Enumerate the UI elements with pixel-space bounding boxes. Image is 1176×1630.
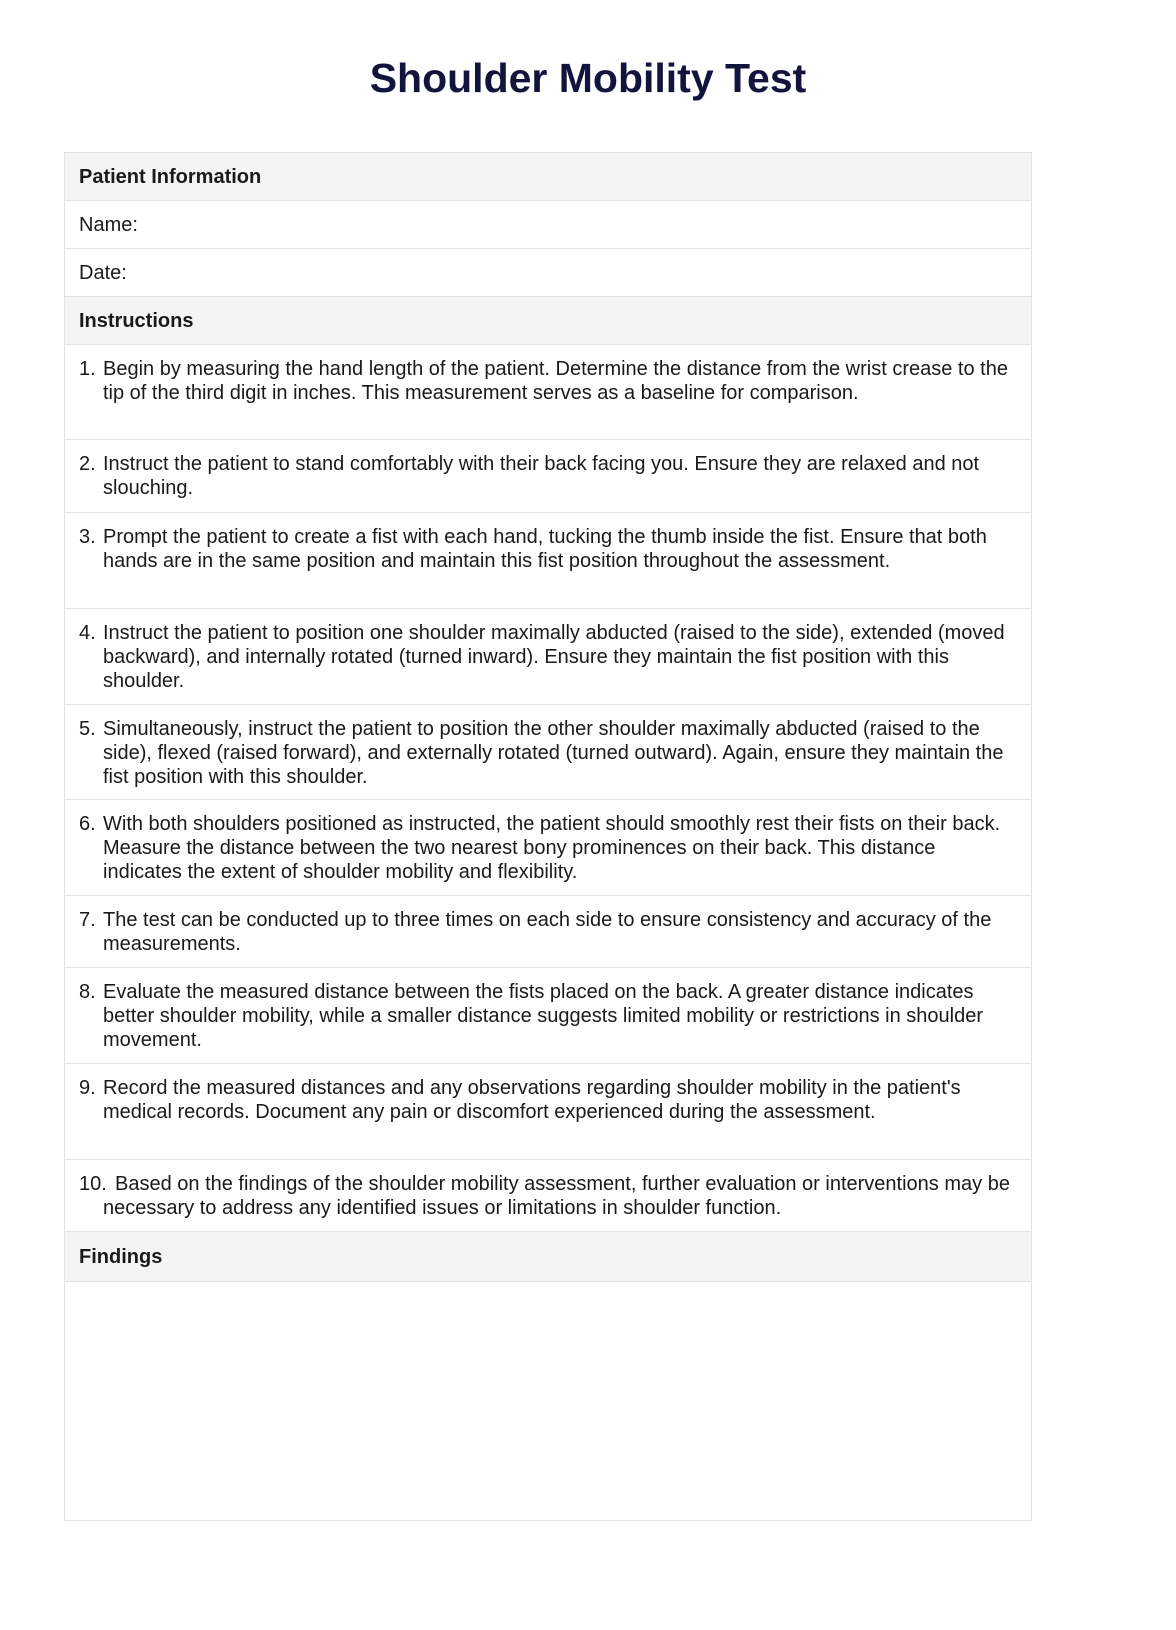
instruction-text: Based on the findings of the shoulder mobility assessment, further evaluation or interventions may be necessary to address any identified issues or limitations in shoulder function. (103, 1173, 1010, 1219)
instruction-item (65, 1064, 1031, 1160)
instruction-item (65, 896, 1031, 968)
instruction-item (65, 968, 1031, 1064)
instruction-item (65, 1160, 1031, 1232)
instruction-text: Instruct the patient to position one shoulder maximally abducted (raised to the side), extended (moved backward), and internally rotated (turned inward). Ensure they maintain the fist position with this shoulder. (103, 622, 1005, 692)
findings-heading: Findings (65, 1232, 1031, 1282)
instruction-number: 1. (79, 358, 102, 380)
instruction-item (65, 609, 1031, 705)
instruction-text: Begin by measuring the hand length of the patient. Determine the distance from the wrist crease to the tip of the third digit in inches. This measurement serves as a baseline for comparison. (103, 358, 1008, 404)
findings-input[interactable] (65, 1282, 1031, 1520)
instruction-number: 5. (79, 718, 102, 740)
instruction-item (65, 440, 1031, 513)
instruction-item (65, 800, 1031, 896)
instruction-text: Simultaneously, instruct the patient to position the other shoulder maximally abducted (raised to the side), flexed (raised forward), and externally rotated (turned outward). Again, ensure they maintain the fist position with this shoulder. (103, 718, 1004, 788)
instruction-text: Prompt the patient to create a fist with each hand, tucking the thumb inside the fist. Ensure that both hands are in the same position and maintain this fist position throughout the assessment. (103, 526, 987, 572)
instruction-text: Evaluate the measured distance between the fists placed on the back. A greater distance indicates better shoulder mobility, while a smaller distance suggests limited mobility or restrictions in shoulder movement. (103, 981, 983, 1051)
assessment-table (64, 152, 1032, 1521)
instruction-item (65, 705, 1031, 800)
instruction-text: Instruct the patient to stand comfortably with their back facing you. Ensure they are relaxed and not slouching. (103, 453, 980, 499)
instruction-number: 3. (79, 526, 102, 548)
instruction-item (65, 513, 1031, 609)
instruction-number: 8. (79, 981, 102, 1003)
instruction-number: 9. (79, 1077, 102, 1099)
instruction-text: With both shoulders positioned as instructed, the patient should smoothly rest their fists on their back. Measure the distance between the two nearest bony prominences on their back. This distance indicates the extent of shoulder mobility and flexibility. (103, 813, 1001, 883)
instruction-item (65, 345, 1031, 440)
instruction-number: 4. (79, 622, 102, 644)
date-field[interactable]: Date: (65, 249, 1031, 297)
instruction-text: The test can be conducted up to three times on each side to ensure consistency and accuracy of the measurements. (103, 909, 992, 955)
instruction-number: 7. (79, 909, 102, 931)
instruction-number: 10. (79, 1173, 113, 1195)
patient-info-heading: Patient Information (65, 153, 1031, 201)
instructions-heading: Instructions (65, 297, 1031, 345)
page-title: Shoulder Mobility Test (369, 55, 807, 101)
instruction-number: 6. (79, 813, 102, 835)
instruction-number: 2. (79, 453, 102, 475)
name-field[interactable]: Name: (65, 201, 1031, 249)
instruction-text: Record the measured distances and any observations regarding shoulder mobility in the patient's medical records. Document any pain or discomfort experienced during the assessment. (103, 1077, 961, 1123)
